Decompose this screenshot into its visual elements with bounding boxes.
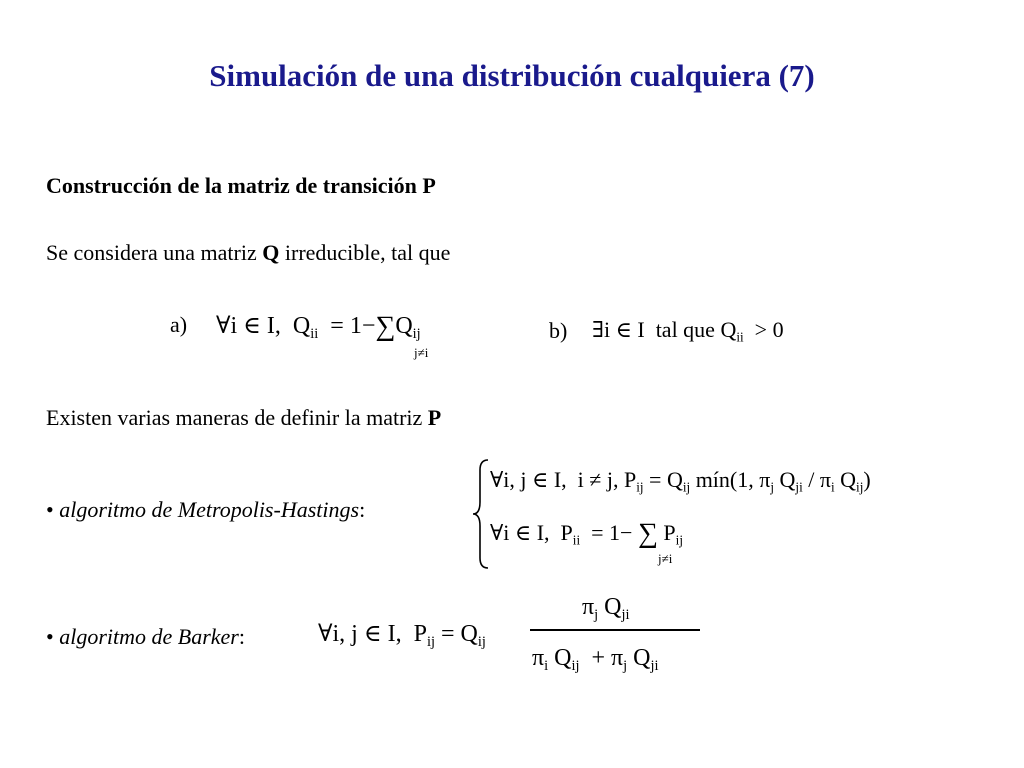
index-i: i <box>577 467 584 492</box>
cond-b-label: b) <box>549 318 568 343</box>
element-of-symbol: ∈ <box>532 467 549 492</box>
Q-subscript: ji <box>621 607 630 624</box>
colon: : <box>359 497 366 522</box>
index-i: i <box>230 313 238 339</box>
Q-lhs: Q <box>292 313 311 339</box>
sum-symbol: ∑ <box>375 311 396 342</box>
pi-symbol: π <box>611 645 624 671</box>
Q-subscript: ji <box>650 658 659 675</box>
ways-prefix: Existen varias maneras de definir la matriz <box>46 405 428 430</box>
exists-symbol: ∃ <box>592 317 604 342</box>
pi-subscript: j <box>770 479 775 495</box>
ways-line <box>46 405 441 431</box>
min-function: mín(1, <box>695 467 754 492</box>
Q-symbol: Q <box>666 467 683 492</box>
metropolis-line-1 <box>490 467 871 493</box>
one: 1 <box>609 520 621 545</box>
pi-subscript: j <box>623 658 628 675</box>
minus-symbol: − <box>620 520 633 545</box>
pi-symbol: π <box>759 467 771 492</box>
pi-subscript: i <box>830 479 835 495</box>
sum-symbol: ∑ <box>637 518 658 549</box>
equals-symbol: = <box>440 621 455 647</box>
cond-b-formula <box>592 317 784 343</box>
barker-numerator <box>582 594 630 624</box>
Q-symbol: Q <box>460 621 478 647</box>
P-symbol: P <box>663 520 676 545</box>
colon: : <box>238 624 245 649</box>
Q-subscript: ij <box>477 634 486 651</box>
pi-subscript: i <box>544 658 549 675</box>
left-brace-icon <box>470 458 492 570</box>
equals-symbol: = <box>330 313 344 339</box>
Q-lhs-subscript: ii <box>310 326 319 343</box>
index-i: i <box>503 520 510 545</box>
minus-symbol: − <box>361 313 376 339</box>
Q-lhs-subscript: ii <box>736 329 744 345</box>
cond-a-formula <box>216 311 421 341</box>
Q-rhs-subscript: ij <box>412 326 421 343</box>
ways-matrix: P <box>427 405 442 430</box>
Q-subscript: ij <box>856 479 864 495</box>
Q-rhs: Q <box>395 313 413 339</box>
Q-symbol: Q <box>604 594 622 620</box>
intro-line <box>46 240 450 266</box>
Q-subscript: ij <box>571 658 580 675</box>
set-I: I, <box>553 467 567 492</box>
vars-ij: i, j <box>332 621 358 647</box>
set-I: I, <box>387 621 402 647</box>
bullet-icon: • <box>46 624 54 649</box>
barker-label: algoritmo de Barker <box>59 624 239 649</box>
close-paren: ) <box>863 467 871 492</box>
metropolis-line-2 <box>490 520 683 548</box>
barker-bullet-line <box>46 624 245 650</box>
P-subscript: ij <box>675 532 683 548</box>
element-of-symbol: ∈ <box>363 621 382 647</box>
plus-symbol: + <box>591 645 606 671</box>
element-of-symbol: ∈ <box>514 520 532 545</box>
intro-suffix: irreducible, tal que <box>279 240 451 265</box>
cond-a-label: a) <box>170 312 188 337</box>
Q-symbol: Q <box>840 467 857 492</box>
P-subscript: ii <box>572 532 581 548</box>
Q-symbol: Q <box>633 645 651 671</box>
P-symbol: P <box>560 520 573 545</box>
metropolis-sum-index: j≠i <box>658 551 673 566</box>
Q-subscript: ij <box>682 479 691 495</box>
metropolis-bullet-line <box>46 497 365 523</box>
vars-ij: i, j <box>503 467 527 492</box>
Q-lhs: Q <box>720 317 737 342</box>
metropolis-label: algoritmo de Metropolis-Hastings <box>59 497 360 522</box>
equals-symbol: = <box>591 520 604 545</box>
equals-symbol: = <box>649 467 662 492</box>
one: 1 <box>349 313 362 339</box>
pi-subscript: j <box>594 607 599 624</box>
P-symbol: P <box>413 621 427 647</box>
forall-symbol: ∀ <box>216 313 231 339</box>
divide-symbol: / <box>808 467 815 492</box>
cond-a-sum-index: j≠i <box>414 345 429 360</box>
P-symbol: P <box>623 467 637 492</box>
Q-symbol: Q <box>554 645 572 671</box>
set-I: I, <box>266 313 281 339</box>
greater-than-symbol: > <box>754 317 768 342</box>
not-equal-symbol: ≠ <box>589 467 602 492</box>
Q-symbol: Q <box>779 467 796 492</box>
intro-prefix: Se considera una matriz <box>46 240 263 265</box>
set-I: I, <box>536 520 550 545</box>
slide-title: Simulación de una distribución cualquiera (7) <box>209 58 815 93</box>
forall-symbol: ∀ <box>490 520 504 545</box>
forall-symbol: ∀ <box>318 621 333 647</box>
index-i: i <box>603 317 611 342</box>
barker-formula-lhs <box>318 619 486 651</box>
pi-symbol: π <box>582 594 595 620</box>
Q-subscript: ji <box>795 479 803 495</box>
fraction-bar <box>530 629 700 631</box>
P-subscript: ij <box>636 479 644 495</box>
element-of-symbol: ∈ <box>243 313 261 339</box>
forall-symbol: ∀ <box>490 467 504 492</box>
index-j: j, <box>606 467 619 492</box>
set-I: I <box>637 317 645 342</box>
intro-matrix: Q <box>262 240 280 265</box>
pi-symbol: π <box>819 467 831 492</box>
bullet-icon: • <box>46 497 54 522</box>
element-of-symbol: ∈ <box>615 317 632 342</box>
zero: 0 <box>772 317 784 342</box>
pi-symbol: π <box>532 645 545 671</box>
barker-denominator <box>532 645 659 675</box>
tal-que-text: tal que <box>655 317 715 342</box>
P-subscript: ij <box>426 634 435 651</box>
section-heading: Construcción de la matriz de transición P <box>46 173 436 198</box>
